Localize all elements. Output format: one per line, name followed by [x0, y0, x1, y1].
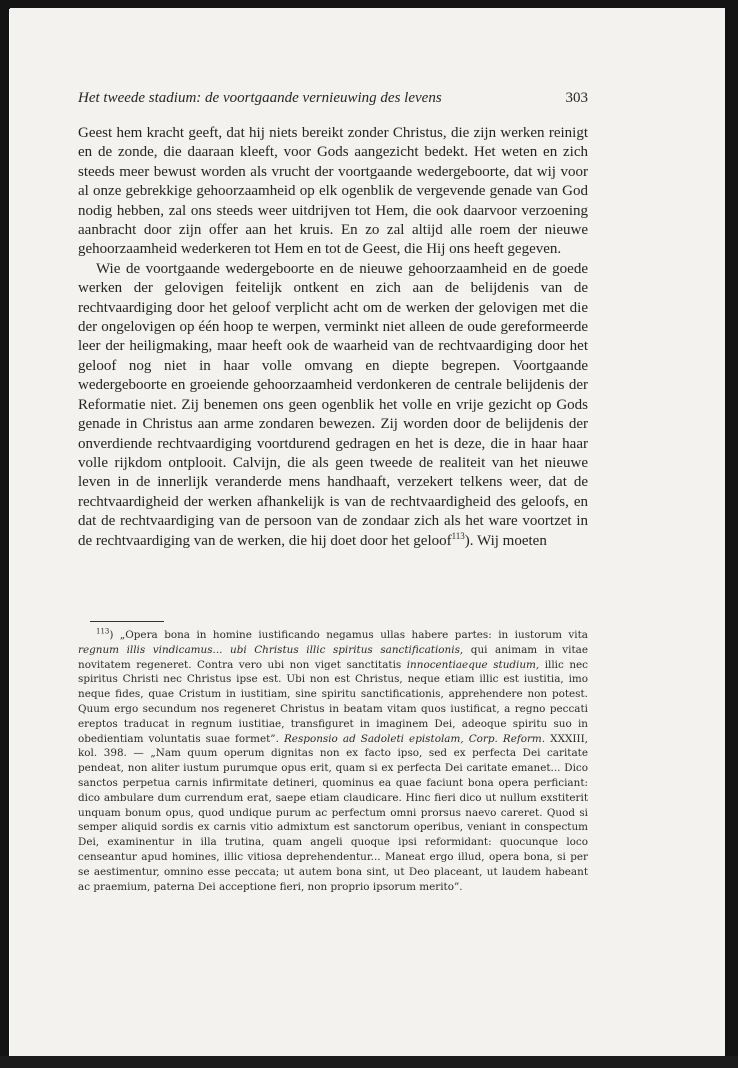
running-head-title: Het tweede stadium: de voortgaande vernieuwing des levens — [78, 90, 442, 106]
scan-border-left — [0, 0, 9, 1068]
paragraph-1: Geest hem kracht geeft, dat hij niets bereikt zonder Christus, die zijn werken reinigt en de zonde, die daaraan kleeft, voor Gods aangezicht bedekt. Het weten en zich steeds meer bewust worden als vrucht der voortgaande wedergeboorte, dat wij voor al onze gebrekkige gehoorzaamheid op elk ogenblik de vergevende genade van God nodig hebben, zal ons steeds weer uitdrijven tot Hem, die ook daarvoor verzoening aanbracht door zijn offer aan het kruis. En zo zal altijd alle roem der nieuwe gehoorzaamheid wederkeren tot Hem en tot de Geest, die Hij ons heeft gegeven. — [78, 125, 588, 258]
paragraph-2-text: Wie de voortgaande wedergeboorte en de nieuwe gehoorzaamheid en de goede werken der gelovigen feitelijk ontkent en zich aan de belijdenis van de rechtvaardiging door het geloof verplicht acht om de werken der gelovigen met die der ongelovigen op één hoop te werpen, verminkt niet alleen de oude gereformeerde leer der heiligmaking, maar heeft ook de waarheid van de rechtvaardiging door het geloof nog niet in haar volle omvang en diepte begrepen. Voortgaande wedergeboorte en groeiende gehoorzaamheid verdonkeren de centrale belijdenis der Reformatie niet. Zij benemen ons geen ogenblik het volle en vrije gezicht op Gods genade in Christus aan arme zondaren bewezen. Zij worden door de belijdenis der onverdiende rechtvaardiging voortdurend gedragen en het is deze, die in haar haar volle rijkdom ontplooit. Calvijn, die als geen tweede de realiteit van het nieuwe leven in de innerlijk veranderde mens handhaaft, verzekert telkens weer, dat de rechtvaardigheid der werken afhankelijk is van de rechtvaardigheid des geloofs, en dat de rechtvaardiging van de persoon van de zondaar zich als het ware voortzet in de rechtvaardiging van de werken, die hij doet door het geloof — [78, 260, 588, 549]
footnote-text-4: „Nam quum operum dignitas non ex facto ipso, sed ex perfecta Dei caritate pendeat, non aliter iustum purumque opus erit, quam si ex perfecta Dei caritate emanet... Dico sanctos perpetua carnis infirmitate detineri, quominus ea quae faciunt bona opera perficiant: dico ambulare dum currendum erat, saepe etiam claudicare. Hinc fieri dico ut nullum exstiterit unquam bonum opus, quod undique purum ac perfectum omni prorsus naevo careret. Quod si semper aliquid sordis ex carnis vitio admixtum est sanctorum operibus, veniant in conspectum Dei, examinentur in illa trutina, quam angeli quoque ipsi reformidant: quocunque loco censeantur apud homines, illic vitiosa deprehendentur... Maneat ergo illud, opera bona, si per se aestimentur, omnino esse peccata; ut autem bona sint, ut Deo placeant, ut laudem habeant ac praemium, paterna Dei acceptione fieri, non proprio ipsorum merito”. — [78, 747, 588, 893]
footnote-source-reference: XXXIII, kol. 398. — — [78, 732, 588, 760]
paragraph-2-end: ). Wij moeten — [464, 532, 547, 549]
page-number: 303 — [565, 90, 588, 106]
footnote-text-2-italic: innocentiaeque studium, — [406, 658, 540, 671]
paragraph-2 — [78, 260, 588, 551]
footnote-text-1-italic: regnum illis vindicamus... ubi Christus illic spiritus sanctificationis, — [78, 643, 464, 656]
running-head — [78, 90, 588, 112]
scan-border-right — [725, 0, 738, 1068]
footnote-separator — [90, 621, 164, 622]
footnote-text-3: illic nec spiritus Christi nec Christus ipse est. Ubi non est Christus, neque etiam illic est iustitia, imo neque fides, quae Cristum in iustitiam, sine spiritu sanctificationis, apprehendere non potest. Quum ergo secundum nos regeneret Christus in beatam vitam quos iustificat, a regno peccati ereptos traducat in regnum iustitiae, transfiguret in imaginem Dei, adeoque spiritu suo in obedientiam voluntatis suae formet”. — [78, 658, 588, 745]
footnote-text-2: qui animam in vitae novitatem regeneret. Contra vero ubi non viget sanctitatis — [78, 643, 589, 671]
scan-border-bottom — [0, 1056, 738, 1068]
footnote-number: 113 — [96, 627, 110, 636]
main-text — [78, 124, 588, 551]
footnote-113 — [78, 628, 588, 894]
footnote-source-title: Responsio ad Sadoleti epistolam, Corp. Reform. — [283, 732, 546, 745]
footnote-text-1: ) „Opera bona in homine iustificando negamus ullas habere partes: in iustorum vita — [109, 629, 588, 641]
footnote-reference[interactable]: 113 — [451, 530, 465, 541]
